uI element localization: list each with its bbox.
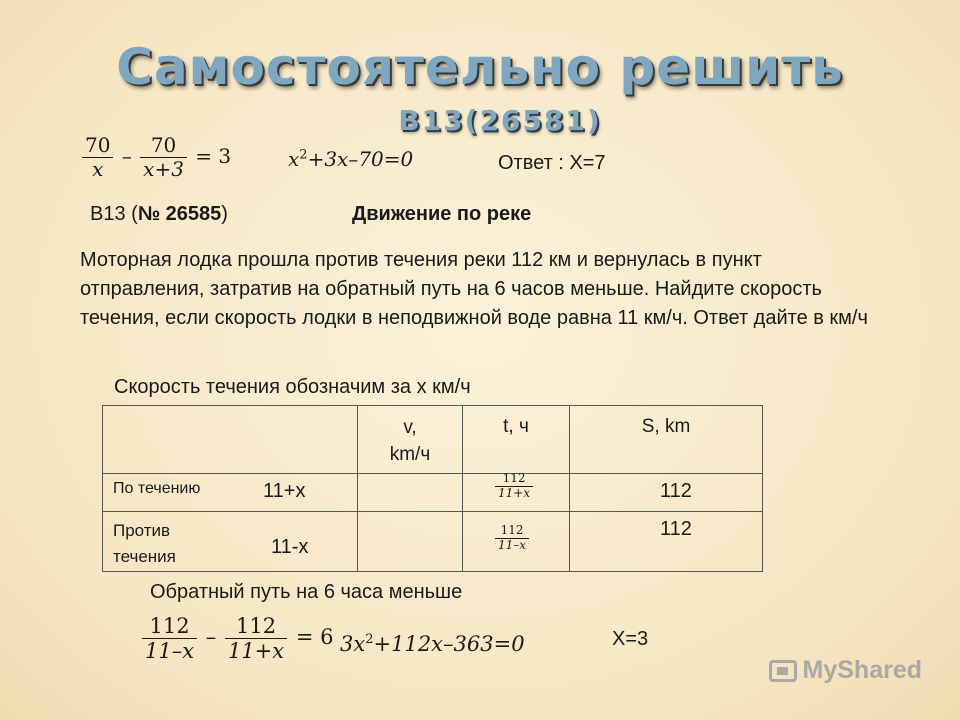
row-v-value: 11-х [271,536,309,558]
header-v-label: v, km/ч [389,417,431,465]
equation-term: 3x [340,632,366,656]
fraction-denominator: 11–x [145,639,195,664]
fraction-numerator: 112 [142,614,197,639]
task1-equation-2 [288,147,413,171]
solution-equation-1 [140,614,333,663]
table-corner-cell [103,406,358,474]
watermark-text: MyShared [802,656,922,684]
header-s-label: S, km [641,416,691,437]
task-code-number: № 26585 [137,203,222,225]
fraction-denominator: 11+x [498,485,531,500]
fraction-numerator: 70 [82,134,113,158]
problem-statement: Моторная лодка прошла против течения реки 112 км и вернулась в пункт отправления, затратив на обратный путь на 6 часов меньше. Найдите скорость течения, если скорость лодки в неподвижной воде равна 11 км/ч. Ответ дайте в км/ч [80,249,868,329]
solution-answer: Х=3 [612,628,649,650]
slide-subtitle: B13(26581) [398,104,602,137]
variable: x [288,147,300,171]
myshared-logo-icon [769,660,797,682]
minus-sign: – [205,625,217,650]
table-row [103,512,763,572]
solution-equation-2 [340,632,525,656]
fraction-denominator: 11–x [498,537,527,552]
task2-topic: Движение по реке [352,203,532,225]
row-label: По течению [113,480,201,497]
fraction-numerator: 112 [225,614,287,639]
exponent: 2 [365,632,374,647]
solution-note: Обратный путь на 6 часа меньше [150,581,463,603]
slide-title: Самостоятельно решить [116,38,844,96]
equation-rest: +112x–363=0 [373,632,525,656]
row-t-cell [463,512,570,572]
row-s-cell [570,474,763,512]
watermark [769,656,922,685]
table-header-s [570,406,763,474]
task1-answer: Ответ : Х=7 [498,152,606,174]
row-s-value: 112 [660,480,692,502]
fraction-numerator: 112 [495,524,529,539]
row-t-cell [463,471,570,512]
task-code-prefix: В13 ( [90,203,138,225]
table-header-v [358,406,463,474]
exponent: 2 [299,147,308,163]
equation-rhs: = 3 [195,144,232,168]
row-s-cell [570,512,763,572]
equation-rhs: = 6 [295,625,334,650]
minus-sign: – [121,144,132,168]
row-label-cell [103,474,358,512]
fraction-numerator: 70 [140,134,187,158]
fraction-denominator: 11+x [227,639,285,664]
row-label-cell [103,512,358,572]
row-label: Против течения [113,521,176,566]
table-header-t [463,406,570,474]
equation-rest: +3x–70=0 [307,147,414,171]
task-code-suffix: ) [221,203,228,225]
row-v-cell [358,512,463,572]
task1-equation-1 [80,134,231,181]
fraction-denominator: x [92,157,104,181]
fraction-numerator: 112 [495,472,533,487]
row-v-value: 11+х [263,480,306,502]
variable-note: Скорость течения обозначим за х км/ч [114,376,471,398]
table-row [103,474,763,512]
fraction-denominator: x+3 [143,157,184,181]
task2-code [90,203,228,226]
header-t-label: t, ч [503,416,529,437]
row-v-cell [358,474,463,512]
row-s-value: 112 [660,518,692,540]
data-table [102,405,763,572]
